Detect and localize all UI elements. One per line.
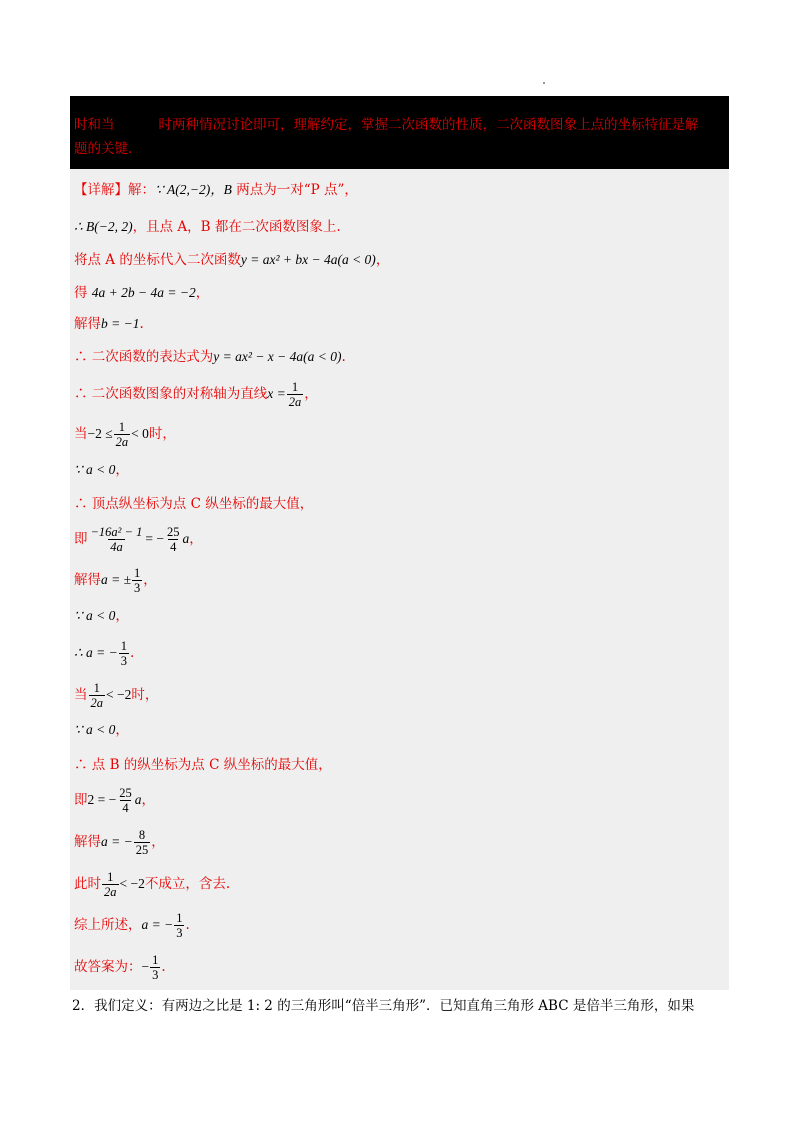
solution-line-11	[74, 521, 203, 557]
text: 时，	[131, 687, 159, 703]
solution-line-16	[74, 717, 129, 743]
solution-line-12	[74, 562, 157, 598]
solution-line-7	[74, 377, 318, 411]
numerator: 1	[134, 566, 141, 580]
solution-line-9	[74, 457, 129, 483]
solution-line-13	[74, 603, 129, 629]
denominator: 4a	[110, 540, 123, 554]
math: ∵ A(2,−2)	[155, 182, 211, 197]
solution-line-18	[74, 782, 155, 818]
numerator: 1	[152, 953, 159, 967]
solution-line-1	[74, 177, 358, 203]
fraction	[132, 566, 142, 595]
denominator: 4	[170, 540, 177, 554]
text: 综上所述，	[74, 917, 142, 933]
text: ，	[304, 386, 318, 402]
question-2-text: 2．我们定义：有两边之比是 1: 2 的三角形叫“倍半三角形”．已知直角三角形 ABC 是倍半三角形，如果	[72, 998, 695, 1014]
solution-line-14	[74, 635, 134, 671]
math: a	[182, 531, 190, 546]
fraction	[287, 380, 304, 409]
math: −	[141, 959, 150, 974]
text: ，	[115, 608, 129, 624]
numerator: 1	[107, 870, 114, 884]
denominator: 2a	[104, 885, 117, 899]
page-speck	[543, 82, 545, 84]
math: < −2	[106, 687, 132, 702]
text: ∴ 二次函数图象的对称轴为直线	[74, 386, 268, 402]
text: ，	[375, 252, 390, 268]
fraction	[174, 911, 184, 940]
denominator: 2a	[115, 435, 129, 449]
math: ∵ a < 0	[74, 462, 116, 477]
fraction	[165, 525, 182, 554]
math: a = ±	[101, 572, 132, 587]
denominator: 3	[134, 581, 141, 595]
text: 两点为一对“P 点”，	[231, 182, 358, 198]
text: 将点 A 的坐标代入二次函数	[74, 252, 241, 268]
denominator: 2a	[288, 395, 302, 409]
text: ∴ 顶点纵坐标为点 C 纵坐标的最大值，	[74, 496, 314, 512]
numerator: 25	[166, 525, 180, 539]
header-text-3: 题的关键.	[74, 141, 133, 157]
text: 故答案为：	[74, 959, 142, 975]
text: .	[341, 349, 346, 365]
math: a = −	[141, 917, 174, 932]
solution-line-5	[74, 311, 144, 337]
solution-line-3	[74, 247, 389, 273]
fraction	[119, 639, 129, 668]
math: ∵ a < 0	[74, 722, 116, 737]
detail-tag: 【详解】解：	[74, 182, 155, 198]
denominator: 3	[176, 926, 183, 940]
text: 即	[74, 531, 88, 547]
solution-line-15	[74, 677, 158, 713]
numerator: −16a² − 1	[90, 525, 143, 539]
numerator: 25	[119, 786, 132, 800]
numerator: 1	[291, 380, 299, 394]
denominator: 2a	[90, 696, 103, 710]
math: ∵ a < 0	[74, 608, 116, 623]
solution-line-20	[74, 866, 230, 902]
fraction	[89, 681, 106, 710]
fraction	[102, 870, 119, 899]
numerator: 8	[138, 828, 146, 842]
header-text-1: 时和当	[74, 117, 115, 133]
text: ，	[195, 285, 210, 301]
fraction	[114, 420, 131, 449]
fraction	[89, 525, 145, 554]
text: 当	[74, 426, 88, 442]
text: 时，	[148, 426, 176, 442]
fraction	[134, 828, 151, 857]
solution-line-22	[74, 949, 166, 985]
text: .	[161, 959, 166, 975]
text: 解得	[74, 572, 101, 588]
math: ，B	[210, 182, 232, 197]
numerator: 1	[93, 681, 100, 695]
solution-line-19	[74, 824, 165, 860]
text: 即	[74, 792, 88, 808]
denominator: 4	[122, 801, 129, 815]
math: −2 ≤	[87, 426, 113, 441]
math: a	[134, 792, 142, 807]
text: ∴ 点 B 的纵坐标为点 C 纵坐标的最大值，	[74, 757, 332, 773]
solution-line-4	[74, 280, 209, 306]
math: 4a + 2b − 4a = −2	[91, 285, 196, 300]
text: ，	[115, 462, 129, 478]
fraction	[150, 953, 160, 982]
text: 解得	[74, 834, 101, 850]
text: 得	[74, 285, 88, 301]
analysis-header-box	[70, 96, 729, 169]
header-line-1	[74, 108, 725, 142]
denominator: 3	[120, 654, 127, 668]
numerator: 1	[120, 639, 127, 653]
math: < 0	[131, 426, 149, 441]
math: ∴ B(−2, 2)	[74, 219, 133, 234]
text: ，	[189, 531, 203, 547]
text: .	[129, 645, 135, 661]
solution-panel	[70, 169, 729, 990]
solution-line-21	[74, 907, 190, 943]
denominator: 25	[135, 843, 149, 857]
math: x =	[267, 386, 286, 401]
text: ，	[141, 792, 155, 808]
math: b = −1	[101, 316, 140, 331]
numerator: 1	[176, 911, 183, 925]
text: ，	[143, 572, 157, 588]
solution-line-10	[74, 491, 313, 517]
solution-line-17	[74, 752, 332, 778]
text: ，且点 A，B 都在二次函数图象上.	[132, 219, 341, 235]
text: 不成立，含去.	[144, 876, 231, 892]
text: 此时	[74, 876, 101, 892]
fraction	[117, 786, 134, 815]
text: 解得	[74, 316, 101, 332]
solution-line-8	[74, 417, 176, 451]
math: ∴ a = −	[74, 645, 118, 660]
header-text-2: 时两种情况讨论即可，理解约定，掌握二次函数的性质，二次函数图象上点的坐标特征是解	[158, 117, 699, 133]
math: y = ax² + bx − 4a(a < 0)	[240, 252, 376, 267]
text: ，	[115, 722, 129, 738]
math: a = −	[101, 834, 133, 849]
text: .	[139, 316, 144, 332]
solution-line-2	[74, 214, 341, 240]
solution-line-6	[74, 344, 346, 370]
text: 当	[74, 687, 88, 703]
text: ，	[151, 834, 165, 850]
math: < −2	[119, 876, 145, 891]
text: ∴ 二次函数的表达式为	[74, 349, 214, 365]
denominator: 3	[152, 968, 159, 982]
text: .	[185, 917, 190, 933]
numerator: 1	[118, 420, 126, 434]
math: 2 = −	[87, 792, 117, 807]
math: = −	[145, 531, 164, 546]
math: y = ax² − x − 4a(a < 0)	[213, 349, 342, 364]
